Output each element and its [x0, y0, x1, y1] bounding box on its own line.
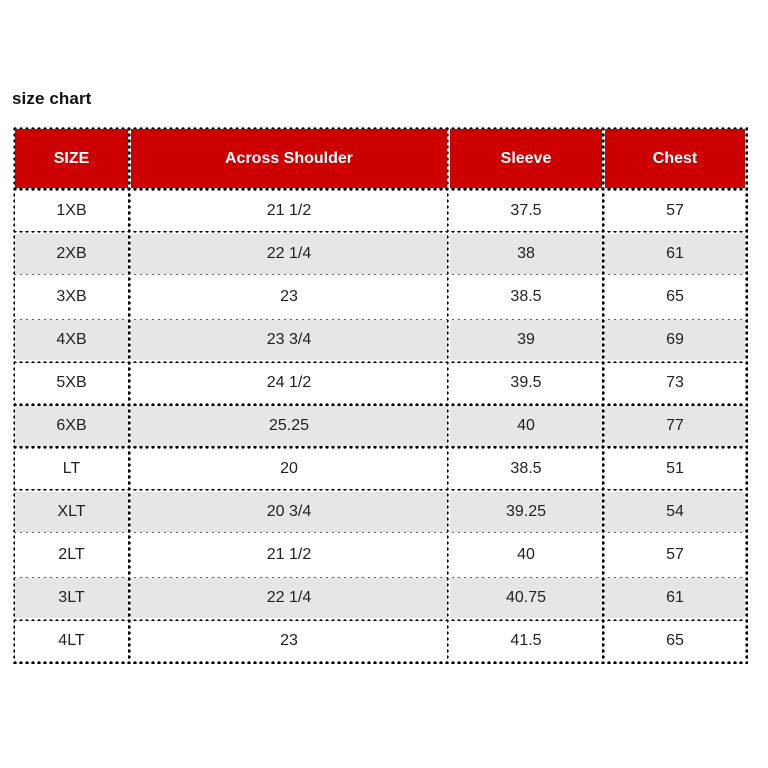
cell-chest: 51 [605, 449, 745, 489]
cell-sleeve: 39.5 [450, 363, 602, 403]
cell-chest: 61 [605, 234, 745, 274]
cell-size: 3LT [15, 578, 128, 618]
cell-size: 4XB [15, 320, 128, 360]
cell-sleeve: 41.5 [450, 621, 602, 661]
cell-across-shoulder: 20 3/4 [131, 492, 447, 532]
table-row [15, 363, 745, 403]
cell-sleeve: 37.5 [450, 191, 602, 231]
cell-chest: 57 [605, 191, 745, 231]
cell-size: 5XB [15, 363, 128, 403]
cell-across-shoulder: 24 1/2 [131, 363, 447, 403]
cell-chest: 69 [605, 320, 745, 360]
cell-sleeve: 38.5 [450, 277, 602, 317]
cell-sleeve: 39 [450, 320, 602, 360]
size-table [12, 126, 748, 664]
cell-chest: 54 [605, 492, 745, 532]
cell-chest: 77 [605, 406, 745, 446]
size-chart [12, 126, 748, 664]
cell-chest: 65 [605, 621, 745, 661]
cell-size: LT [15, 449, 128, 489]
page-title: size chart [12, 89, 92, 108]
cell-sleeve: 40 [450, 406, 602, 446]
cell-size: 6XB [15, 406, 128, 446]
cell-chest: 57 [605, 535, 745, 575]
cell-sleeve: 38 [450, 234, 602, 274]
cell-size: XLT [15, 492, 128, 532]
table-row [15, 492, 745, 532]
table-row [15, 277, 745, 317]
table-row [15, 621, 745, 661]
cell-sleeve: 39.25 [450, 492, 602, 532]
header-chest: Chest [605, 129, 745, 188]
cell-across-shoulder: 21 1/2 [131, 535, 447, 575]
table-row [15, 320, 745, 360]
cell-across-shoulder: 23 [131, 621, 447, 661]
cell-across-shoulder: 22 1/4 [131, 578, 447, 618]
cell-size: 2LT [15, 535, 128, 575]
cell-chest: 65 [605, 277, 745, 317]
cell-across-shoulder: 21 1/2 [131, 191, 447, 231]
header-across-shoulder: Across Shoulder [131, 129, 447, 188]
cell-size: 1XB [15, 191, 128, 231]
cell-sleeve: 40 [450, 535, 602, 575]
cell-across-shoulder: 22 1/4 [131, 234, 447, 274]
header-row [15, 129, 745, 188]
table-row [15, 406, 745, 446]
cell-size: 4LT [15, 621, 128, 661]
header-size: SIZE [15, 129, 128, 188]
cell-across-shoulder: 20 [131, 449, 447, 489]
table-row [15, 234, 745, 274]
cell-sleeve: 40.75 [450, 578, 602, 618]
table-row [15, 191, 745, 231]
cell-sleeve: 38.5 [450, 449, 602, 489]
cell-across-shoulder: 25.25 [131, 406, 447, 446]
cell-size: 3XB [15, 277, 128, 317]
cell-across-shoulder: 23 3/4 [131, 320, 447, 360]
cell-chest: 61 [605, 578, 745, 618]
table-row [15, 449, 745, 489]
cell-chest: 73 [605, 363, 745, 403]
cell-across-shoulder: 23 [131, 277, 447, 317]
cell-size: 2XB [15, 234, 128, 274]
table-row [15, 535, 745, 575]
header-sleeve: Sleeve [450, 129, 602, 188]
table-row [15, 578, 745, 618]
